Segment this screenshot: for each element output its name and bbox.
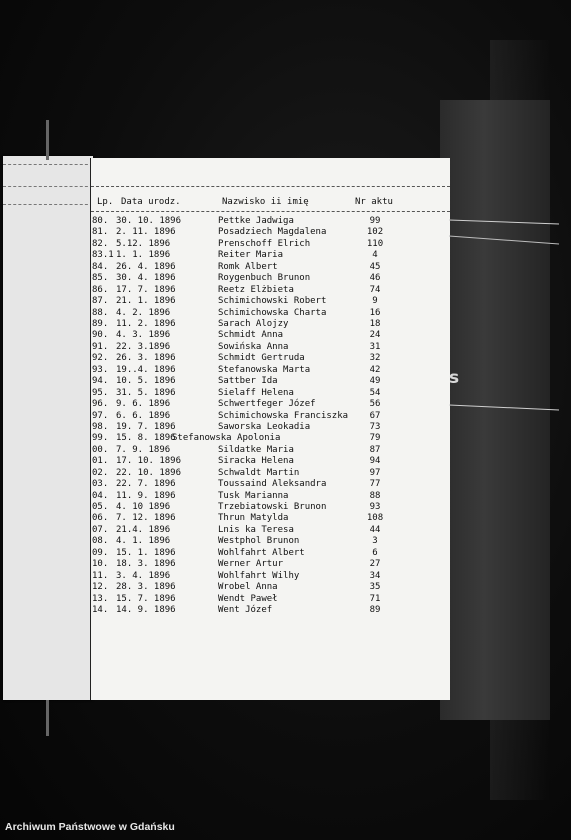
cell-act-number: 9 [372,296,378,307]
table-row [91,605,450,616]
cell-act-number: 35 [369,582,381,593]
cell-birth-date: 5.12. 1896 [116,238,171,249]
cell-lp: 84. [92,261,109,272]
table-row [91,433,450,444]
cell-act-number: 18 [369,319,381,329]
table-row [91,273,450,284]
cell-lp: 07. [92,524,109,535]
cell-lp: 00. [92,444,109,455]
cell-birth-date: 21.4. 1896 [116,524,171,535]
cell-act-number: 16 [369,307,381,318]
cell-birth-date: 11. 9. 1896 [116,490,176,501]
back-sheet-divider [3,204,93,205]
cell-lp: 03. [92,479,109,490]
cell-lp: 93. [92,364,109,375]
cell-name: Tusk Marianna [218,490,289,501]
cell-name: Schimichowska Charta [218,307,327,318]
cell-birth-date: 28. 3. 1896 [116,582,176,593]
cell-lp: 88. [92,307,109,318]
cell-act-number: 88 [369,490,381,501]
cell-birth-date: 15. 1. 1896 [116,547,176,558]
cell-lp: 97. [92,410,109,421]
cell-birth-date: 26. 4. 1896 [116,261,176,272]
cell-birth-date: 4. 2. 1896 [116,307,171,318]
cell-name: Thrun Matylda [218,513,289,524]
cell-act-number: 3 [372,536,378,547]
cell-birth-date: 30. 10. 1896 [116,216,182,226]
cell-birth-date: 22. 7. 1896 [116,479,176,490]
cell-act-number: 71 [369,593,381,604]
cell-name: Pettke Jadwiga [218,216,294,226]
table-row [91,319,450,330]
cell-act-number: 49 [369,376,381,387]
header-birth-date: Data urodz. [121,197,181,207]
cell-birth-date: 26. 3. 1896 [116,353,176,364]
cell-birth-date: 11. 2. 1896 [116,319,176,329]
archive-footer-label: Archiwum Państwowe w Gdańsku [5,821,175,833]
cell-name: Wohlfahrt Wilhy [218,570,300,581]
back-sheet-divider [3,186,93,187]
cell-act-number: 74 [369,284,381,295]
table-row [91,330,450,341]
table-row [91,296,450,307]
cell-lp: 90. [92,330,109,341]
cell-name: Reetz Elżbieta [218,284,294,295]
cell-birth-date: 19. 7. 1896 [116,421,176,432]
cell-name: Posadziech Magdalena [218,227,327,238]
header-rule-bottom [91,211,450,212]
cell-birth-date: 3. 4. 1896 [116,570,171,581]
cell-birth-date: 15. 7. 1896 [116,593,176,604]
cell-lp: 09. [92,547,109,558]
back-sheet [3,156,93,700]
cell-act-number: 31 [369,341,381,352]
table-row [91,456,450,467]
header-name: Nazwisko ii imię [222,197,309,207]
cell-birth-date: 7. 9. 1896 [116,444,171,455]
table-row [91,227,450,238]
cell-name: Schimichowski Robert [218,296,327,307]
cell-name: Wohlfahrt Albert [218,547,305,558]
cell-name: Prenschoff Elrich [218,238,311,249]
binder-clip-top [46,120,49,160]
cell-lp: 11. [92,570,109,581]
table-row [91,525,450,536]
cell-act-number: 42 [369,364,381,375]
cell-birth-date: 31. 5. 1896 [116,387,176,398]
cell-act-number: 97 [369,467,381,478]
cell-name: Went Józef [218,605,273,615]
cell-lp: 87. [92,296,109,307]
cell-name: Lnis ka Teresa [218,524,294,535]
cell-act-number: 110 [366,238,384,249]
cell-birth-date: 4. 10 1896 [116,502,171,512]
cell-act-number: 67 [369,410,381,421]
table-row [91,491,450,502]
cell-act-number: 27 [369,559,381,570]
table-row [91,445,450,456]
cell-name: Roygenbuch Brunon [218,273,311,284]
cell-lp: 12. [92,582,109,593]
cell-birth-date: 21. 1. 1896 [116,296,176,307]
table-row [91,262,450,273]
cell-act-number: 87 [369,444,381,455]
cell-lp: 01. [92,456,109,467]
cell-name: Toussaind Aleksandra [218,479,327,490]
table-row [91,594,450,605]
cell-act-number: 77 [369,479,381,490]
cell-name: Stefanowska Apolonia [172,433,281,444]
cell-birth-date: 22. 10. 1896 [116,467,182,478]
cell-lp: 96. [92,399,109,409]
back-sheet-divider [3,164,93,165]
table-row [91,250,450,261]
cell-lp: 92. [92,353,109,364]
cell-lp: 86. [92,284,109,295]
header-rule-top [91,186,450,187]
cell-act-number: 34 [369,570,381,581]
table-row [91,513,450,524]
cell-act-number: 24 [369,330,381,341]
cell-name: Schmidt Anna [218,330,284,341]
cell-name: Sattber Ida [218,376,278,387]
cell-lp: 99. [92,433,109,444]
cell-lp: 02. [92,467,109,478]
cell-name: Schwertfeger Józef [218,399,316,409]
cell-birth-date: 14. 9. 1896 [116,605,176,615]
cell-birth-date: 30. 4. 1896 [116,273,176,284]
table-row [91,479,450,490]
cell-lp: 08. [92,536,109,547]
cell-name: Sowińska Anna [218,341,289,352]
cell-lp: 98. [92,421,109,432]
page-edge-lines [449,200,559,430]
cell-lp: 82. [92,238,109,249]
table-row [91,411,450,422]
cell-birth-date: 10. 5. 1896 [116,376,176,387]
table-row [91,388,450,399]
cell-lp: 85. [92,273,109,284]
cell-lp: 94. [92,376,109,387]
cell-name: Wrobel Anna [218,582,278,593]
table-row [91,399,450,410]
table-row [91,308,450,319]
cell-act-number: 108 [366,513,384,524]
cell-birth-date: 6. 6. 1896 [116,410,171,421]
cell-birth-date: 9. 6. 1896 [116,399,171,409]
cell-act-number: 94 [369,456,381,467]
cell-act-number: 4 [372,250,378,261]
cell-name: Romk Albert [218,261,278,272]
table-row [91,548,450,559]
cell-birth-date: 2. 11. 1896 [116,227,176,238]
cell-act-number: 79 [369,433,381,444]
cell-lp: 80. [92,216,109,226]
binder-clip-bottom [46,700,49,736]
cell-name: Sildatke Maria [218,444,294,455]
table-row [91,285,450,296]
cell-act-number: 6 [372,547,378,558]
cell-birth-date: 17. 10. 1896 [116,456,182,467]
header-lp: Lp. [97,197,114,207]
cell-name: Saworska Leokadia [218,421,311,432]
header-act-number: Nr aktu [355,197,393,207]
cell-lp: 13. [92,593,109,604]
cell-name: Trzebiatowski Brunon [218,502,327,512]
cell-act-number: 102 [366,227,384,238]
cell-lp: 89. [92,319,109,329]
cell-birth-date: 4. 3. 1896 [116,330,171,341]
cell-lp: 14. [92,605,109,615]
cell-birth-date: 4. 1. 1896 [116,536,171,547]
cell-name: Sielaff Helena [218,387,294,398]
cell-birth-date: 1. 1. 1896 [116,250,171,261]
cell-lp: 10. [92,559,109,570]
cell-lp: 83.1 [92,250,114,261]
cell-name: Schmidt Gertruda [218,353,305,364]
cell-lp: 81. [92,227,109,238]
cell-act-number: 46 [369,273,381,284]
cell-act-number: 93 [369,502,381,512]
cell-name: Westphol Brunon [218,536,300,547]
cell-name: Wendt Paweł [218,593,278,604]
table-row [91,239,450,250]
cell-birth-date: 19..4. 1896 [116,364,176,375]
cell-name: Schwaldt Martin [218,467,300,478]
cell-name: Siracka Helena [218,456,294,467]
cell-lp: 91. [92,341,109,352]
cell-act-number: 99 [369,216,381,226]
cell-name: Sarach Alojzy [218,319,289,329]
table-row [91,502,450,513]
cell-act-number: 45 [369,261,381,272]
cell-birth-date: 7. 12. 1896 [116,513,176,524]
cell-lp: 05. [92,502,109,512]
table-row [91,353,450,364]
cell-birth-date: 15. 8. 1896 [116,433,176,444]
table-row [91,536,450,547]
table-row [91,571,450,582]
cell-act-number: 56 [369,399,381,409]
cell-act-number: 89 [369,605,381,615]
cell-act-number: 44 [369,524,381,535]
table-row [91,216,450,227]
cell-lp: 04. [92,490,109,501]
cell-name: Schimichowska Franciszka [218,410,349,421]
cell-name: Stefanowska Marta [218,364,311,375]
cell-name: Reiter Maria [218,250,284,261]
cell-act-number: 32 [369,353,381,364]
cell-act-number: 73 [369,421,381,432]
cell-lp: 06. [92,513,109,524]
cell-birth-date: 17. 7. 1896 [116,284,176,295]
table-row [91,468,450,479]
cell-act-number: 54 [369,387,381,398]
table-row [91,422,450,433]
table-row [91,342,450,353]
table-row [91,582,450,593]
table-row [91,559,450,570]
cell-name: Werner Artur [218,559,284,570]
cell-lp: 95. [92,387,109,398]
side-mark-letter: s [449,368,460,388]
cell-birth-date: 18. 3. 1896 [116,559,176,570]
table-row [91,365,450,376]
cell-birth-date: 22. 3.1896 [116,341,171,352]
table-row [91,376,450,387]
